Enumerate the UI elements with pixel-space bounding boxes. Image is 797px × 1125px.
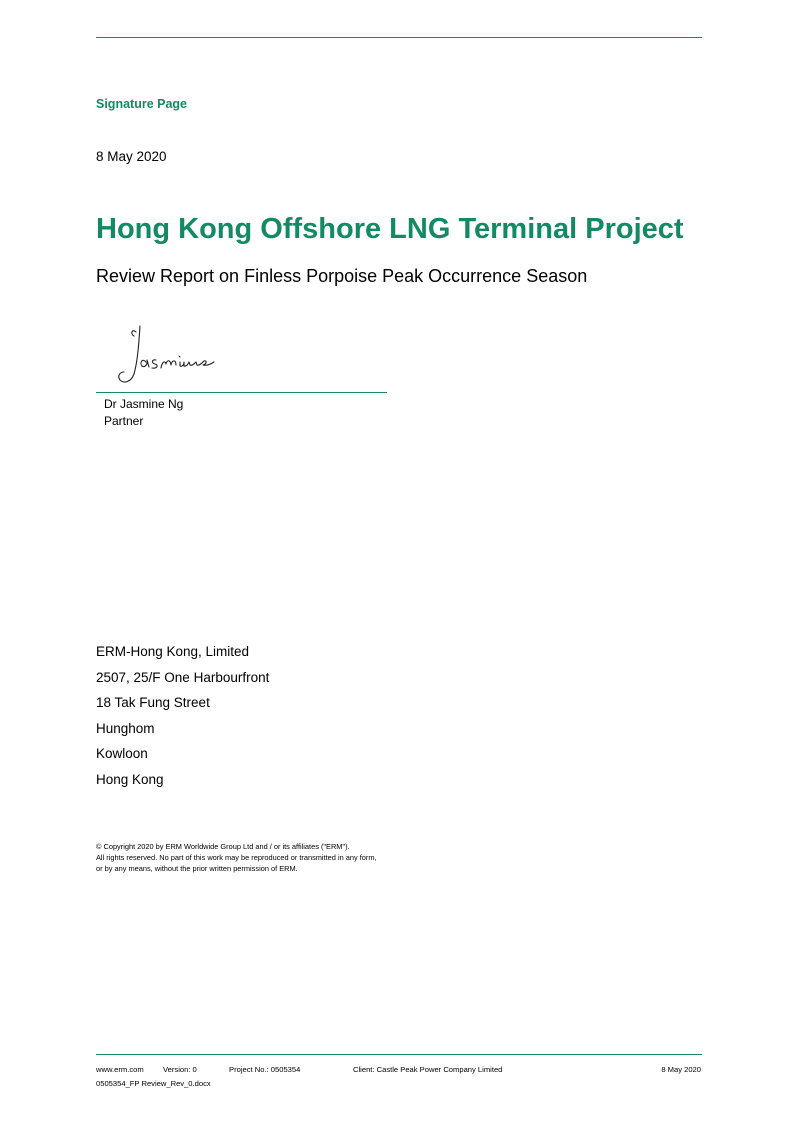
footer-version: Version: 0: [163, 1065, 197, 1074]
copyright-line: All rights reserved. No part of this work may be reproduced or transmitted in any form,: [96, 853, 377, 862]
address-line: Hunghom: [96, 720, 155, 736]
copyright-line: © Copyright 2020 by ERM Worldwide Group Ltd and / or its affiliates ("ERM").: [96, 842, 350, 851]
copyright-line: or by any means, without the prior written permission of ERM.: [96, 864, 298, 873]
address-line: Kowloon: [96, 746, 148, 761]
handwritten-signature: [112, 322, 222, 388]
footer-project-number: Project No.: 0505354: [229, 1065, 301, 1074]
address-line: ERM-Hong Kong, Limited: [96, 644, 250, 659]
address-line: 2507, 25/F One Harbourfront: [96, 669, 270, 685]
company-address: [96, 643, 269, 796]
section-label: Signature Page: [96, 97, 187, 111]
document-date: 8 May 2020: [96, 149, 167, 164]
document-title: Hong Kong Offshore LNG Terminal Project: [96, 213, 684, 245]
footer-client: Client: Castle Peak Power Company Limited: [353, 1065, 503, 1074]
document-subtitle: Review Report on Finless Porpoise Peak Occurrence Season: [96, 266, 588, 286]
address-line: 18 Tak Fung Street: [96, 695, 210, 710]
footer-website: www.erm.com: [96, 1065, 144, 1074]
signatory-role: Partner: [104, 414, 144, 428]
copyright-notice: [96, 841, 377, 874]
signature-line: [96, 392, 387, 393]
address-line: Hong Kong: [96, 771, 164, 787]
signatory-name: Dr Jasmine Ng: [104, 397, 184, 411]
footer-rule: [96, 1054, 702, 1055]
footer-filename: 0505354_FP Review_Rev_0.docx: [96, 1079, 211, 1088]
header-rule: [96, 37, 702, 38]
footer-date: 8 May 2020: [661, 1065, 701, 1074]
